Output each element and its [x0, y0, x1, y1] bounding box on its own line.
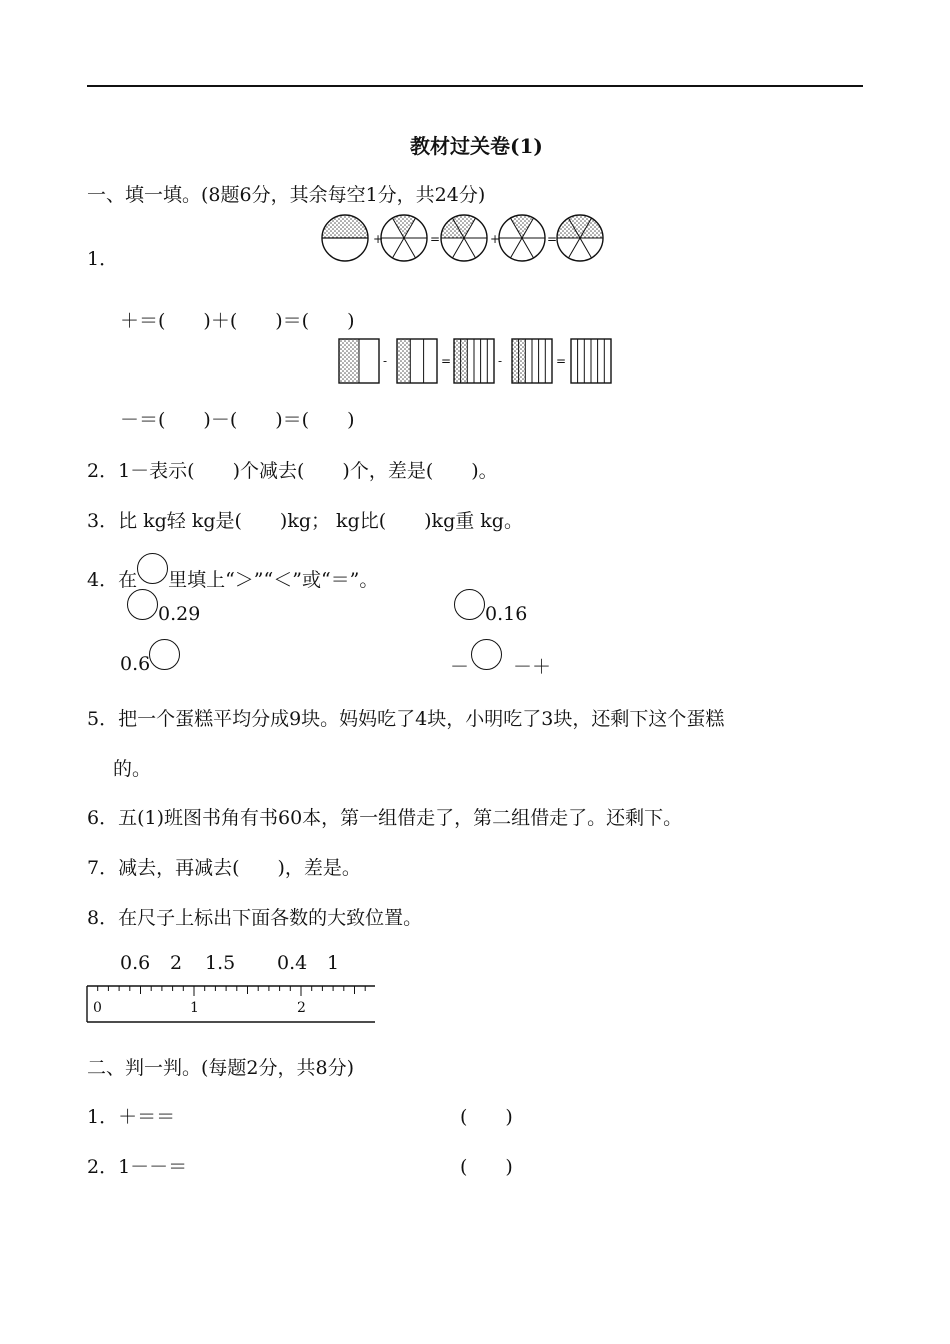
q1-subtraction-equation: －＝( )－( )＝( ) [120, 409, 355, 431]
q1-addition-equation: ＋＝( )＋( )＝( ) [120, 310, 355, 332]
section1-heading: 一、填一填。(8题6分，其余每空1分，共24分) [87, 184, 486, 206]
q6-text: 6．五(1)班图书角有书60本，第一组借走了，第二组借走了。还剩下。 [87, 807, 683, 829]
ruler-label: 2 [297, 1000, 306, 1016]
minus-sign: - [498, 354, 503, 368]
equals-sign: = [547, 232, 558, 246]
minus-sign: - [383, 354, 388, 368]
q4-prefix: 4．在 [87, 569, 138, 591]
q4-suffix: 里填上“＞”“＜”或“＝”。 [168, 569, 379, 591]
page-title: 教材过关卷(1) [410, 134, 543, 158]
q8-number: 1.5 [205, 952, 236, 974]
equals-sign: = [441, 354, 452, 368]
answer-paren[interactable]: ( ) [460, 1156, 513, 1178]
answer-paren[interactable]: ( ) [460, 1106, 513, 1128]
q4-item-4: － [450, 656, 470, 678]
q1-number: 1． [87, 248, 119, 270]
q8-number: 0.4 [277, 952, 308, 974]
q4-item-3: 0.6 [120, 653, 151, 675]
q5-line2: 的。 [113, 758, 152, 780]
plus-sign: + [373, 232, 384, 246]
judge-item-1: 1．＋＝＝ [87, 1106, 176, 1128]
ruler-label: 0 [93, 1000, 102, 1016]
judge-item-2: 2．1－－＝ [87, 1156, 188, 1178]
equals-sign: = [556, 354, 567, 368]
section2-heading: 二、判一判。(每题2分，共8分) [87, 1057, 355, 1079]
q4-item-5: －＋ [513, 656, 552, 678]
q8-number: 0.6 [120, 952, 151, 974]
q8-number: 1 [327, 952, 340, 974]
q3-text: 3．比 kg轻 kg是( )kg； kg比( )kg重 kg。 [87, 510, 523, 532]
ruler-label: 1 [190, 1000, 199, 1016]
plus-sign: + [490, 232, 501, 246]
q4-item-2: 0.16 [485, 603, 528, 625]
q7-text: 7．减去，再减去( )，差是。 [87, 857, 361, 879]
equals-sign: = [430, 232, 441, 246]
q4-item-1: 0.29 [158, 603, 201, 625]
q8-number: 2 [170, 952, 183, 974]
q5-line1: 5．把一个蛋糕平均分成9块。妈妈吃了4块，小明吃了3块，还剩下这个蛋糕 [87, 708, 725, 730]
q8-text: 8．在尺子上标出下面各数的大致位置。 [87, 907, 423, 929]
q2-text: 2．1－表示( )个减去( )个，差是( )。 [87, 460, 498, 482]
